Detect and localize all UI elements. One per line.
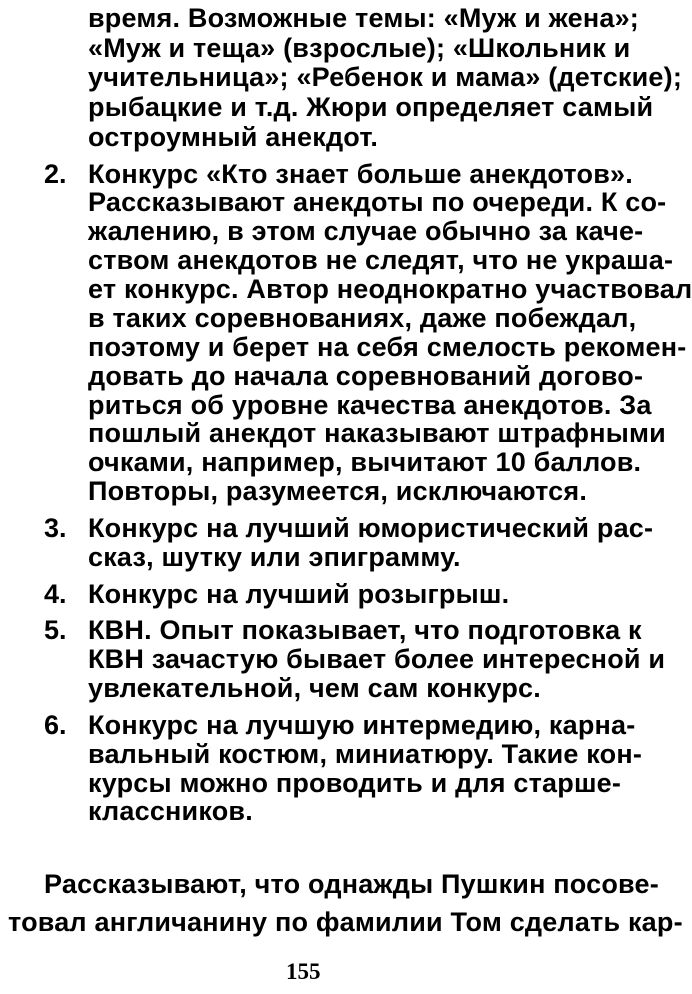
text-line: Повторы, разумеется, исключаются. [88,476,588,506]
text-line: Рассказывают, что однажды Пушкин посове- [44,869,659,899]
list-item-number: 2. [44,159,67,189]
text-line: очками, например, вычитают 10 баллов. [88,447,642,477]
text-line: КВН. Опыт показывает, что подготовка к [88,615,642,645]
list-item-number: 3. [44,513,67,543]
page-number: 155 [286,959,321,984]
list-item-number: 5. [44,615,67,645]
text-line: классников. [88,796,253,826]
text-line: курсы можно проводить и для старше- [88,768,622,798]
text-line: Конкурс на лучшую интермедию, карна- [88,710,636,740]
text-line: жалению, в этом случае обычно за каче- [88,216,644,246]
text-line: товал англичанину по фамилии Том сделать кар- [8,907,683,937]
text-line: довать до начала соревнований догово- [88,361,644,391]
text-line: пошлый анекдот наказывают штрафными [88,418,666,448]
text-line: риться об уровне качества анекдотов. За [88,390,652,420]
text-line: Конкурс на лучший розыгрыш. [88,579,510,609]
text-line: остроумный анекдот. [88,122,379,152]
text-line: Рассказывают анекдоты по очереди. К со- [88,187,667,217]
list-item-number: 4. [44,579,67,609]
text-line: КВН зачастую бывает более интересной и [88,644,666,674]
list-item-number: 6. [44,710,67,740]
text-line: «Муж и теща» (взрослые); «Школьник и [88,33,631,63]
text-line: учительница»; «Ребенок и мама» (детские); [88,62,683,92]
text-line: поэтому и берет на себя смелость рекомен- [88,332,687,362]
text-line: Конкурс «Кто знает больше анекдотов». [88,159,633,189]
text-line: ет конкурс. Автор неоднократно участвовал [88,274,692,304]
text-line: рыбацкие и т.д. Жюри определяет самый [88,92,654,122]
text-line: в таких соревнованиях, даже побеждал, [88,303,637,333]
text-line: вальный костюм, миниатюру. Такие кон- [88,739,643,769]
text-line: время. Возможные темы: «Муж и жена»; [88,3,639,33]
text-line: увлекательной, чем сам конкурс. [88,673,541,703]
text-line: сказ, шутку или эпиграмму. [88,542,461,572]
text-line: Конкурс на лучший юмористический рас- [88,513,654,543]
text-line: ством анекдотов не следят, что не украша- [88,245,674,275]
